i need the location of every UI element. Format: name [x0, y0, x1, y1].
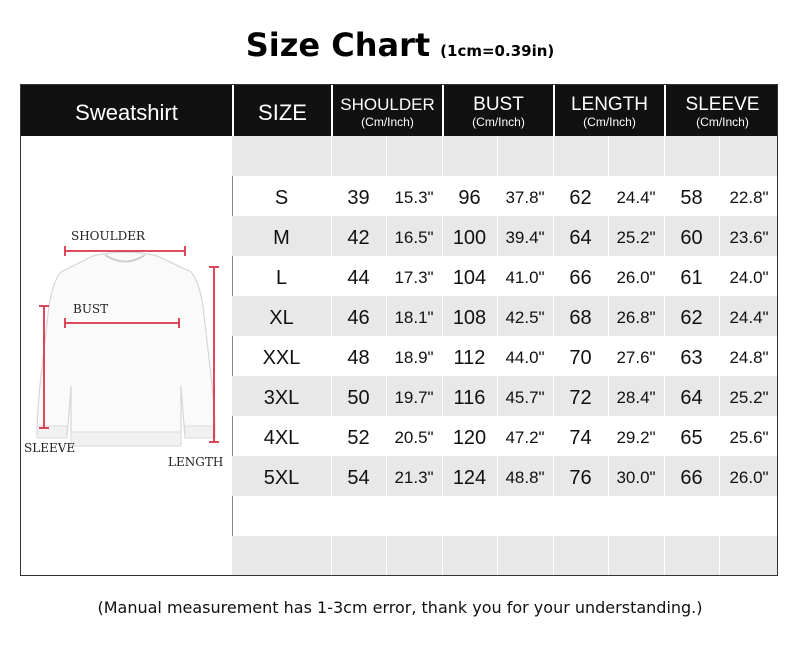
bust-cm-cell: 112: [453, 347, 486, 369]
measurement-disclaimer: (Manual measurement has 1-3cm error, thank you for your understanding.): [97, 598, 703, 617]
header-shoulder-label: SHOULDER: [340, 95, 435, 114]
bust-inch-cell: 41.0": [505, 268, 545, 287]
length-cm-cell: 76: [569, 467, 592, 489]
sleeve-inch-cell: 23.6": [729, 228, 769, 247]
sleeve-inch-cell: 26.0": [729, 468, 769, 487]
bust-cm-cell: 108: [452, 307, 487, 329]
table-row: [232, 256, 778, 296]
header-bust-unit: (Cm/Inch): [472, 115, 525, 129]
length-inch-cell: 30.0": [616, 468, 656, 487]
sleeve-cm-cell: 63: [680, 347, 703, 369]
size-cell: XL: [269, 307, 294, 329]
length-cm-cell: 62: [569, 187, 592, 209]
table-row: [232, 416, 778, 456]
header-bust-label: BUST: [473, 94, 524, 115]
length-cm-cell: 74: [569, 427, 592, 449]
shoulder-cm-cell: 39: [347, 187, 370, 209]
bust-label: BUST: [73, 302, 109, 316]
sleeve-cm-cell: 66: [680, 467, 703, 489]
table-row: [232, 296, 778, 336]
spacer-row: [232, 136, 778, 176]
shoulder-cm-cell: 42: [347, 227, 370, 249]
bust-cm-cell: 104: [452, 267, 487, 289]
length-inch-cell: 24.4": [616, 188, 656, 207]
shoulder-inch-cell: 15.3": [394, 188, 434, 207]
sleeve-cm-cell: 58: [680, 187, 703, 209]
sleeve-label: SLEEVE: [24, 441, 76, 455]
bust-cm-cell: 96: [458, 187, 481, 209]
bust-inch-cell: 37.8": [505, 188, 545, 207]
bust-inch-cell: 42.5": [505, 308, 545, 327]
shoulder-inch-cell: 19.7": [394, 388, 434, 407]
size-cell: S: [274, 187, 289, 209]
size-cell: 5XL: [263, 467, 300, 489]
length-inch-cell: 28.4": [616, 388, 656, 407]
shoulder-cm-cell: 44: [347, 267, 370, 289]
length-inch-cell: 26.8": [616, 308, 656, 327]
length-inch-cell: 26.0": [616, 268, 656, 287]
sleeve-cm-cell: 65: [680, 427, 703, 449]
header-size: SIZE: [258, 100, 307, 125]
header-sleeve-label: SLEEVE: [685, 94, 760, 115]
sweatshirt-illustration: [37, 252, 215, 446]
header-shoulder: [333, 85, 442, 136]
table-row: [232, 336, 778, 376]
sleeve-cm-cell: 62: [680, 307, 703, 329]
table-header: [21, 85, 778, 136]
size-cell: XXL: [262, 347, 301, 369]
size-cell: M: [273, 227, 290, 249]
table-row: [232, 456, 778, 496]
table-body: [232, 136, 778, 576]
sleeve-inch-cell: 24.8": [729, 348, 769, 367]
size-chart-table: [20, 84, 778, 576]
table-row: [232, 216, 778, 256]
header-length-label: LENGTH: [570, 94, 649, 115]
spacer-row: [232, 536, 778, 576]
sleeve-cm-cell: 60: [680, 227, 703, 249]
title-text: Size Chart: [245, 26, 431, 64]
header-sleeve: [666, 85, 778, 136]
sleeve-cm-cell: 61: [680, 267, 703, 289]
shoulder-inch-cell: 21.3": [394, 468, 434, 487]
header-product: Sweatshirt: [75, 100, 178, 125]
shoulder-inch-cell: 18.1": [394, 308, 434, 327]
length-cm-cell: 72: [569, 387, 592, 409]
table-row: [232, 176, 778, 216]
length-cm-cell: 70: [569, 347, 592, 369]
bust-inch-cell: 48.8": [505, 468, 545, 487]
size-cell: 3XL: [263, 387, 300, 409]
shoulder-cm-cell: 48: [347, 347, 370, 369]
sleeve-inch-cell: 22.8": [729, 188, 769, 207]
shoulder-inch-cell: 18.9": [394, 348, 434, 367]
sleeve-inch-cell: 25.6": [729, 428, 769, 447]
shoulder-inch-cell: 16.5": [394, 228, 434, 247]
length-inch-cell: 27.6": [616, 348, 656, 367]
shoulder-inch-cell: 17.3": [394, 268, 434, 287]
shoulder-cm-cell: 50: [347, 387, 370, 409]
bust-cm-cell: 120: [452, 427, 487, 449]
table-row: [232, 376, 778, 416]
header-shoulder-unit: (Cm/Inch): [361, 115, 414, 129]
length-label: LENGTH: [168, 455, 224, 469]
sleeve-cm-cell: 64: [680, 387, 703, 409]
header-bust: [444, 85, 553, 136]
header-length: [555, 85, 664, 136]
shoulder-inch-cell: 20.5": [394, 428, 434, 447]
length-cm-cell: 64: [569, 227, 592, 249]
sweatshirt-diagram: [21, 136, 232, 576]
shoulder-cm-cell: 54: [347, 467, 370, 489]
sweatshirt-diagram-panel: [21, 136, 233, 576]
length-inch-cell: 29.2": [616, 428, 656, 447]
sleeve-inch-cell: 24.4": [729, 308, 769, 327]
chart-title: [0, 26, 800, 64]
length-cm-cell: 66: [569, 267, 592, 289]
bust-inch-cell: 47.2": [505, 428, 545, 447]
bust-inch-cell: 45.7": [505, 388, 545, 407]
header-length-unit: (Cm/Inch): [583, 115, 636, 129]
bust-cm-cell: 124: [452, 467, 487, 489]
length-inch-cell: 25.2": [616, 228, 656, 247]
sleeve-inch-cell: 24.0": [729, 268, 769, 287]
sleeve-inch-cell: 25.2": [729, 388, 769, 407]
length-cm-cell: 68: [569, 307, 592, 329]
header-sleeve-unit: (Cm/Inch): [696, 115, 749, 129]
size-cell: 4XL: [263, 427, 300, 449]
bust-inch-cell: 44.0": [505, 348, 545, 367]
bust-cm-cell: 100: [452, 227, 487, 249]
shoulder-cm-cell: 52: [347, 427, 370, 449]
shoulder-cm-cell: 46: [347, 307, 370, 329]
unit-conversion-note: (1cm=0.39in): [440, 42, 555, 60]
shoulder-label: SHOULDER: [71, 229, 146, 243]
bust-inch-cell: 39.4": [505, 228, 545, 247]
size-cell: L: [275, 267, 288, 289]
bust-cm-cell: 116: [453, 387, 486, 409]
